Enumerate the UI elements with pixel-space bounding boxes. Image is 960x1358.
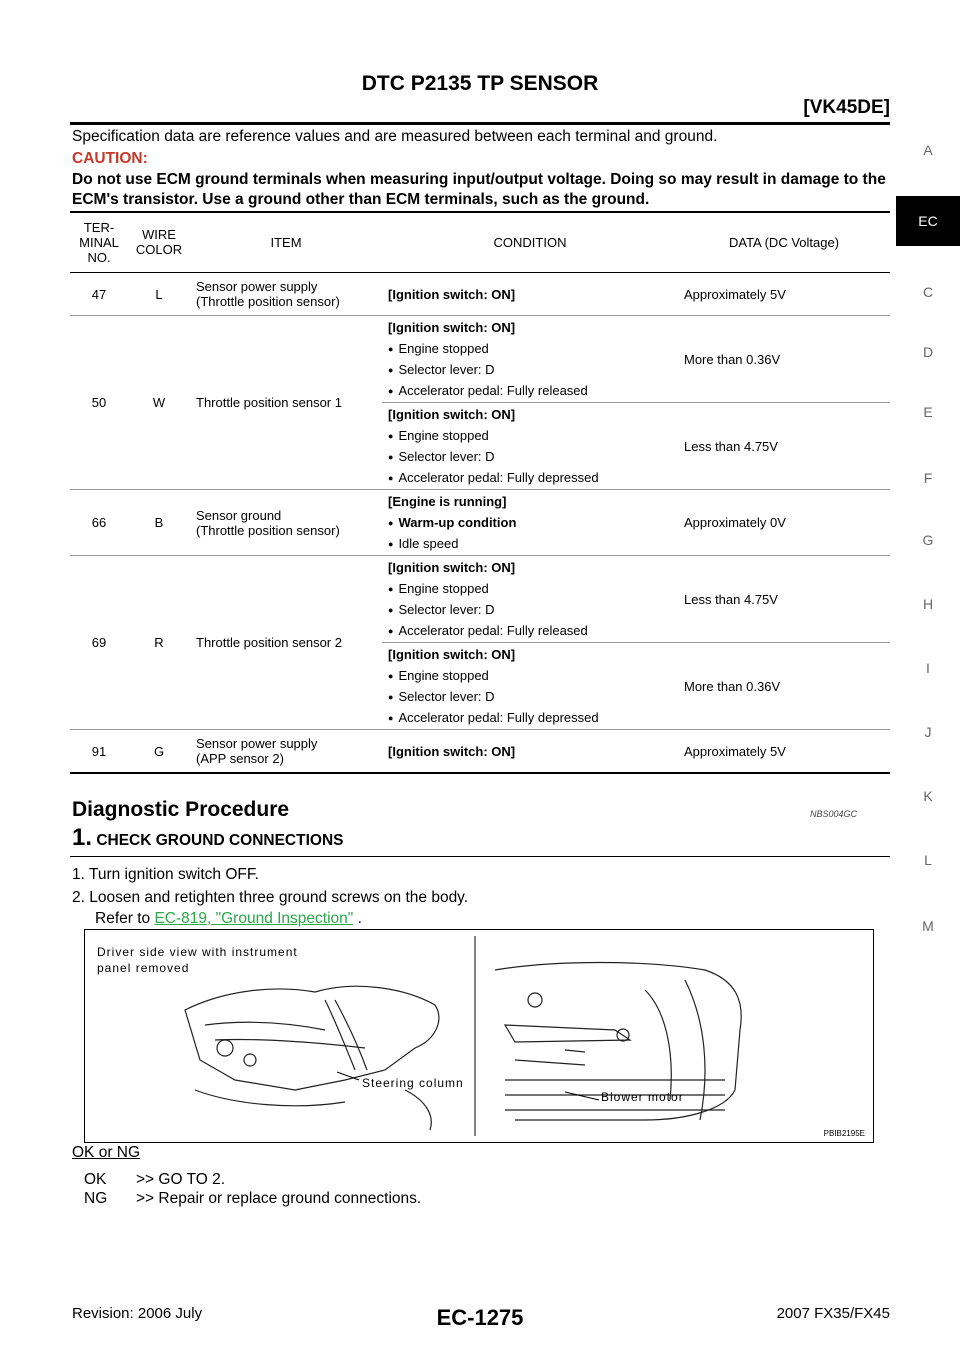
wire-color: B: [128, 490, 190, 556]
section-tab-ec[interactable]: EC: [896, 196, 960, 246]
ok-ng-heading: OK or NG: [72, 1144, 141, 1161]
ground-screw-figure: [84, 929, 874, 1143]
terminal-no: 66: [70, 490, 128, 556]
terminal-table: [70, 212, 890, 774]
section-tab-g[interactable]: G: [922, 532, 934, 548]
steering-column-label: Steering column: [362, 1076, 464, 1090]
condition-bullet: ● Engine stopped: [388, 428, 672, 443]
condition-bullet: ● Idle speed: [388, 536, 672, 551]
data-cell: Approximately 5V: [678, 273, 890, 316]
condition-cell: [382, 730, 678, 774]
ng-text: >> Repair or replace ground connections.: [136, 1190, 422, 1207]
table-header-row: [70, 212, 890, 273]
ng-label: NG: [84, 1190, 108, 1207]
header-rule: [70, 122, 890, 125]
ground-inspection-link[interactable]: EC-819, "Ground Inspection": [154, 910, 354, 927]
refer-prefix: Refer to: [95, 910, 155, 927]
figure-code: PBIB2195E: [823, 1129, 865, 1138]
section-tab-c[interactable]: C: [922, 284, 934, 300]
condition-bullet: ● Engine stopped: [388, 341, 672, 356]
figure-caption: [97, 944, 298, 976]
engine-code: [VK45DE]: [803, 97, 890, 118]
section-tab-a[interactable]: A: [923, 142, 933, 158]
section-tab-f[interactable]: F: [923, 470, 933, 486]
condition-heading: [Ignition switch: ON]: [388, 560, 516, 575]
refer-line: [95, 910, 362, 928]
wire-color: R: [128, 556, 190, 730]
ng-result: [84, 1190, 421, 1208]
condition-bullet: ● Accelerator pedal: Fully depressed: [388, 710, 672, 725]
condition-heading: [Ignition switch: ON]: [388, 407, 516, 422]
wire-color: W: [128, 316, 190, 490]
diagnostic-heading: Diagnostic Procedure: [72, 798, 290, 821]
item-cell: Throttle position sensor 2: [190, 556, 382, 730]
section-tab-m[interactable]: M: [922, 918, 934, 934]
section-tab-i[interactable]: I: [926, 660, 930, 676]
ok-result: [84, 1171, 225, 1189]
wire-color: G: [128, 730, 190, 774]
condition-cell: [382, 273, 678, 316]
condition-cell: [382, 403, 678, 490]
terminal-no: 47: [70, 273, 128, 316]
item-cell: Sensor power supply (Throttle position sensor): [190, 273, 382, 316]
section-tab-k[interactable]: K: [923, 788, 933, 804]
caution-heading: CAUTION:: [72, 150, 148, 167]
table-row: [70, 730, 890, 774]
header-data: DATA (DC Voltage): [678, 212, 890, 273]
data-cell: Approximately 5V: [678, 730, 890, 774]
figure-caption-line2: panel removed: [97, 961, 190, 975]
terminal-no: 91: [70, 730, 128, 774]
item-cell: Sensor power supply (APP sensor 2): [190, 730, 382, 774]
table-row: [70, 490, 890, 556]
step-2: 2. Loosen and retighten three ground screws on the body.: [72, 889, 469, 906]
condition-heading: [Ignition switch: ON]: [388, 743, 516, 759]
condition-cell: [382, 643, 678, 730]
refer-suffix: .: [353, 910, 362, 927]
ok-text: >> GO TO 2.: [136, 1171, 226, 1188]
condition-bullet: ● Engine stopped: [388, 581, 672, 596]
terminal-no: 69: [70, 556, 128, 730]
item-cell: Sensor ground (Throttle position sensor): [190, 490, 382, 556]
condition-heading: [Ignition switch: ON]: [388, 286, 516, 302]
table-row: [70, 556, 890, 643]
condition-bullet: ● Selector lever: D: [388, 689, 672, 704]
section-tab-d[interactable]: D: [922, 344, 934, 360]
footer-model: 2007 FX35/FX45: [776, 1305, 890, 1322]
diagnostic-code: NBS004GC: [810, 809, 858, 819]
step-title: CHECK GROUND CONNECTIONS: [96, 832, 344, 849]
wire-color: L: [128, 273, 190, 316]
blower-motor-label: Blower motor: [601, 1090, 684, 1104]
spec-note: Specification data are reference values and are measured between each terminal and ground.: [72, 128, 718, 145]
data-cell: Less than 4.75V: [678, 556, 890, 643]
condition-bullet: ● Accelerator pedal: Fully released: [388, 383, 672, 398]
header-item: ITEM: [190, 212, 382, 273]
table-row: [70, 273, 890, 316]
page-number: EC-1275: [436, 1305, 524, 1330]
footer-revision: Revision: 2006 July: [72, 1305, 203, 1322]
step-number: 1.: [72, 824, 93, 851]
section-tab-j[interactable]: J: [924, 724, 932, 740]
condition-bullet: ● Warm-up condition: [388, 515, 672, 530]
condition-bullet: ● Selector lever: D: [388, 449, 672, 464]
item-cell: Throttle position sensor 1: [190, 316, 382, 490]
data-cell: Approximately 0V: [678, 490, 890, 556]
condition-bullet: ● Accelerator pedal: Fully released: [388, 623, 672, 638]
condition-heading: [Ignition switch: ON]: [388, 320, 516, 335]
section-tab-l[interactable]: L: [924, 852, 932, 868]
condition-bullet: ● Selector lever: D: [388, 362, 672, 377]
data-cell: Less than 4.75V: [678, 403, 890, 490]
header-wire-color: WIRE COLOR: [128, 212, 190, 273]
table-row: [70, 316, 890, 403]
page-title: DTC P2135 TP SENSOR: [361, 72, 599, 95]
header-terminal: TER- MINAL NO.: [70, 212, 128, 273]
condition-cell: [382, 490, 678, 556]
header-condition: CONDITION: [382, 212, 678, 273]
data-cell: More than 0.36V: [678, 643, 890, 730]
step-heading: [72, 824, 343, 852]
section-tab-h[interactable]: H: [922, 596, 934, 612]
step-rule: [70, 856, 890, 857]
caution-text: Do not use ECM ground terminals when measuring input/output voltage. Doing so may result in damage to the ECM's transistor. Use a ground other than ECM terminals, such as the ground.: [72, 171, 886, 208]
condition-cell: [382, 316, 678, 403]
condition-heading: [Engine is running]: [388, 494, 507, 509]
figure-caption-line1: Driver side view with instrument: [97, 945, 298, 959]
condition-bullet: ● Engine stopped: [388, 668, 672, 683]
condition-heading: [Ignition switch: ON]: [388, 647, 516, 662]
data-cell: More than 0.36V: [678, 316, 890, 403]
step-1: 1. Turn ignition switch OFF.: [72, 866, 259, 883]
condition-cell: [382, 556, 678, 643]
ok-label: OK: [84, 1171, 107, 1188]
condition-bullet: ● Accelerator pedal: Fully depressed: [388, 470, 672, 485]
section-tab-e[interactable]: E: [923, 404, 933, 420]
condition-bullet: ● Selector lever: D: [388, 602, 672, 617]
terminal-no: 50: [70, 316, 128, 490]
